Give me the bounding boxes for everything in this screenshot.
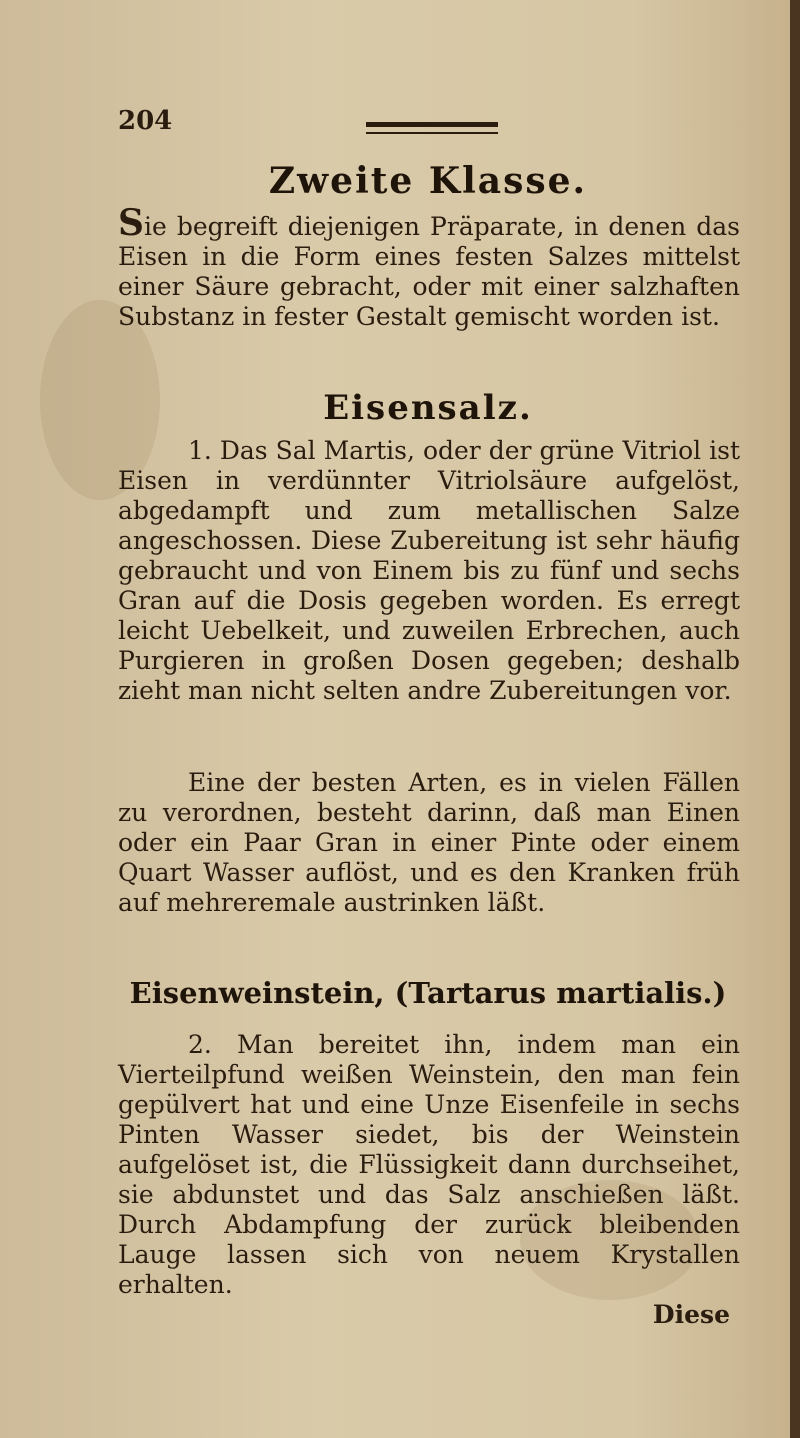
- header-rule-thin: [366, 132, 498, 134]
- section-title-eisensalz: Eisensalz.: [323, 388, 533, 428]
- page-header: [118, 106, 738, 146]
- paragraph-dosage: Eine der besten Arten, es in vielen Fällen zu verordnen, besteht darinn, daß man Einen oder ein Paar Gran in einer Pinte oder einem Quart Wasser auflöst, und es den Kranken früh auf mehreremale austrinken läßt.: [118, 768, 740, 917]
- class-heading: Zweite Klasse.: [268, 160, 588, 202]
- book-edge: [790, 0, 800, 1438]
- intro-initial: S: [118, 202, 144, 244]
- page-number: 204: [118, 106, 173, 136]
- intro-text: ie begreift diejenigen Präparate, in denen das Eisen in die Form eines festen Salzes mittelst einer Säure gebracht, oder mit einer salzhaften Substanz in fester Gestalt gemischt worden ist.: [118, 212, 740, 331]
- paragraph-preparation: 2. Man bereitet ihn, indem man ein Vierteilpfund weißen Weinstein, den man fein gepülvert hat und eine Unze Eisenfeile in sechs Pinten Wasser siedet, bis der Weinstein aufgelöset ist, die Flüssigkeit dann durchseihet, sie abdunstet und das Salz anschießen läßt. Durch Abdampfung der zurück bleibenden Lauge lassen sich von neuem Krystallen erhalten.: [118, 1030, 740, 1299]
- catchword: Diese: [652, 1300, 730, 1329]
- section-title-eisenweinstein: Eisenweinstein, (Tartarus martialis.): [129, 976, 727, 1010]
- intro-paragraph: [118, 202, 740, 332]
- paragraph-sal-martis: 1. Das Sal Martis, oder der grüne Vitriol ist Eisen in verdünnter Vitriolsäure aufgelöst, abgedampft und zum metallischen Salze angeschossen. Diese Zubereitung ist sehr häufig gebraucht und von Einem bis zu fünf und sechs Gran auf die Dosis gegeben worden. Es erregt leicht Uebelkeit, und zuweilen Erbrechen, auch Purgieren in großen Dosen gegeben; deshalb zieht man nicht selten andre Zubereitungen vor.: [118, 436, 740, 705]
- header-rule: [366, 122, 498, 127]
